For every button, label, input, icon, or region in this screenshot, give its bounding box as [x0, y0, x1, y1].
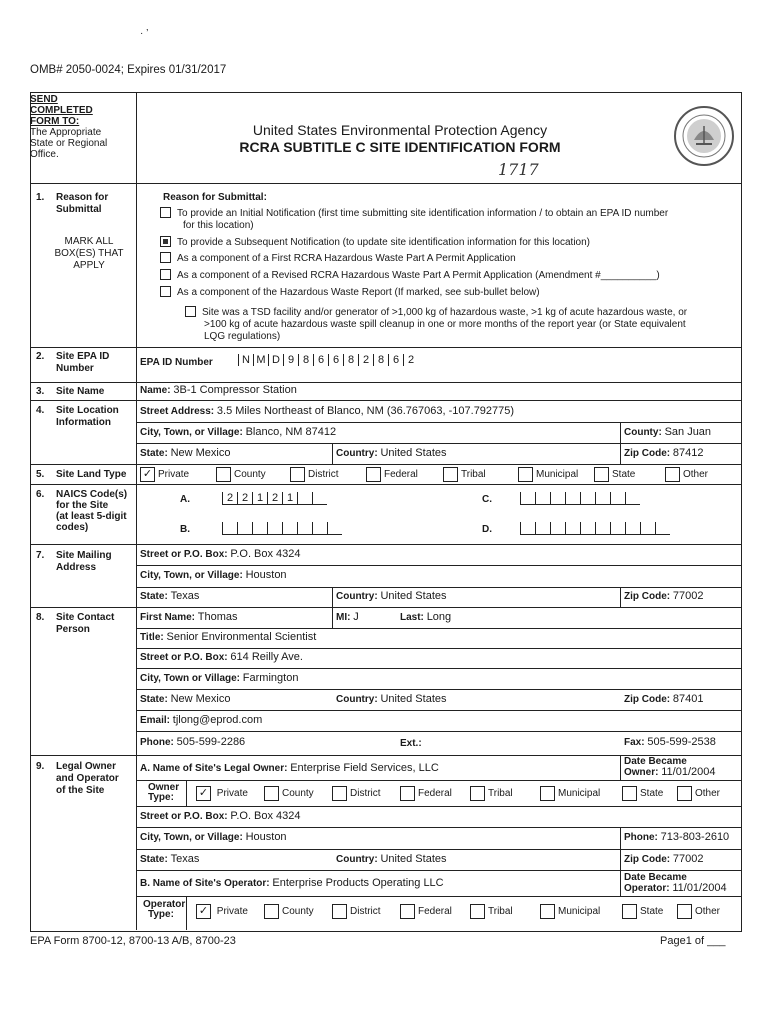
owner-zip-field[interactable]: Zip Code: 77002: [624, 853, 704, 865]
checkbox[interactable]: [540, 786, 555, 801]
naics-box: [267, 522, 282, 534]
naics-d-boxes[interactable]: [520, 522, 670, 535]
omb-number: OMB# 2050-0024; Expires 01/31/2017: [30, 64, 227, 76]
checkbox[interactable]: [518, 467, 533, 482]
epa-id-digit: 2: [358, 354, 373, 366]
owner-state-field[interactable]: State: Texas: [140, 853, 200, 865]
epa-id-digit: N: [238, 354, 253, 366]
label-line: NAICS Code(s): [56, 489, 128, 500]
contact-title-field[interactable]: Title: Senior Environmental Scientist: [140, 631, 317, 643]
naics-box: [282, 522, 297, 534]
row-rule: [137, 849, 741, 850]
naics-digit: 2: [237, 492, 252, 504]
contact-phone-field[interactable]: Phone: 505-599-2286: [140, 736, 246, 748]
section-number: 4.: [36, 405, 45, 416]
cell-divider: [332, 587, 333, 607]
operator-type-option[interactable]: Federal: [400, 904, 452, 919]
label-line: of the Site: [56, 785, 105, 796]
row-rule: [30, 544, 741, 545]
owner-name-field[interactable]: A. Name of Site's Legal Owner: Enterprise Field Services, LLC: [140, 762, 439, 774]
row-rule: [30, 607, 741, 608]
label-line: Submittal: [56, 204, 102, 215]
cell-divider: [186, 780, 187, 806]
label-line: Information: [56, 417, 111, 428]
scan-marks: · ’: [140, 28, 149, 39]
checkbox[interactable]: [160, 252, 171, 263]
option-text: As a component of a Revised RCRA Hazardous Waste Part A Permit Application (Amendment #__________): [177, 270, 660, 282]
naics-c-label: C.: [482, 494, 492, 505]
section-number: 5.: [36, 469, 45, 480]
owner-city-field[interactable]: City, Town, or Village: Houston: [140, 831, 287, 843]
cell-divider: [620, 755, 621, 780]
option-text: >100 kg of acute hazardous waste spill cleanup in one or more months of the report year (or State equivalent: [204, 319, 686, 331]
label-line: codes): [56, 522, 89, 533]
checkbox[interactable]: [400, 786, 415, 801]
naics-b-label: B.: [180, 524, 190, 535]
label-line: (at least 5-digit: [56, 511, 127, 522]
naics-digit: 1: [282, 492, 297, 504]
row-rule: [137, 806, 741, 807]
mailing-city-field[interactable]: City, Town, or Village: Houston: [140, 569, 287, 581]
checkbox[interactable]: [216, 467, 231, 482]
form-title: RCRA SUBTITLE C SITE IDENTIFICATION FORM: [239, 139, 561, 155]
label-line: Reason for: [56, 192, 109, 203]
section-label: [56, 761, 119, 797]
reason-heading: Reason for Submittal:: [163, 192, 267, 203]
contact-first-name-field[interactable]: First Name: Thomas: [140, 611, 238, 623]
land-type-option[interactable]: County: [216, 467, 266, 482]
option-text: As a component of the Hazardous Waste Report (If marked, see sub-bullet below): [177, 287, 540, 299]
checkbox[interactable]: [594, 467, 609, 482]
send-body-line: State or Regional: [30, 138, 108, 149]
option-text: To provide an Initial Notification (first time submitting site identification information / to obtain an EPA ID number: [177, 208, 669, 220]
land-type-option[interactable]: State: [594, 467, 635, 482]
epa-id-digit: 6: [328, 354, 343, 366]
naics-box: [535, 492, 550, 504]
checkbox[interactable]: [665, 467, 680, 482]
row-rule: [137, 827, 741, 828]
row-rule: [137, 565, 741, 566]
row-rule: [137, 422, 741, 423]
contact-country-field[interactable]: Country: United States: [336, 693, 447, 705]
naics-box: [565, 492, 580, 504]
row-rule: [137, 689, 741, 690]
epa-id-digit: 8: [298, 354, 313, 366]
label-line: Person: [56, 624, 90, 635]
section-number: 2.: [36, 351, 45, 362]
owner-phone-field[interactable]: Phone: 713-803-2610: [624, 831, 730, 843]
naics-digit: 2: [267, 492, 282, 504]
county-field[interactable]: County: San Juan: [624, 426, 712, 438]
owner-type-option[interactable]: ✓ Private: [196, 786, 248, 801]
epa-id-digit: 8: [343, 354, 358, 366]
checkbox-checked[interactable]: ✓: [196, 904, 211, 919]
column-divider: [136, 92, 137, 930]
checkbox[interactable]: [622, 904, 637, 919]
contact-zip-field[interactable]: Zip Code: 87401: [624, 693, 704, 705]
checkbox[interactable]: [290, 467, 305, 482]
row-rule: [137, 870, 741, 871]
page-number: Page1 of ___: [660, 935, 726, 947]
contact-city-field[interactable]: City, Town or Village: Farmington: [140, 672, 299, 684]
note-line: BOX(ES) THAT: [54, 248, 124, 259]
checkbox[interactable]: [677, 904, 692, 919]
cell-divider: [186, 896, 187, 930]
operator-name-field[interactable]: B. Name of Site's Operator: Enterprise Products Operating LLC: [140, 877, 444, 889]
checkbox[interactable]: [332, 904, 347, 919]
naics-box: [610, 522, 625, 534]
land-type-option[interactable]: Other: [665, 467, 708, 482]
section-number: 1.: [36, 192, 45, 203]
checkbox[interactable]: [264, 904, 279, 919]
option-text: To provide a Subsequent Notification (to update site identification information for this location): [177, 237, 591, 249]
naics-box: [655, 522, 670, 534]
naics-box: [550, 492, 565, 504]
owner-type-option[interactable]: Federal: [400, 786, 452, 801]
naics-b-boxes[interactable]: [222, 522, 342, 535]
cell-divider: [620, 587, 621, 607]
row-rule: [30, 464, 741, 465]
send-title-line: SEND: [30, 94, 58, 105]
epa-id-label: EPA ID Number: [140, 357, 213, 368]
checkbox-checked[interactable]: ✓: [140, 467, 155, 482]
checkbox[interactable]: [470, 904, 485, 919]
street-address-field[interactable]: Street Address: 3.5 Miles Northeast of Blanco, NM (36.767063, -107.792775): [140, 405, 515, 417]
mailing-street-field[interactable]: Street or P.O. Box: P.O. Box 4324: [140, 548, 301, 560]
owner-type-option[interactable]: Municipal: [540, 786, 600, 801]
owner-street-field[interactable]: Street or P.O. Box: P.O. Box 4324: [140, 810, 301, 822]
naics-box: [550, 522, 565, 534]
section-number: 8.: [36, 612, 45, 623]
reason-option[interactable]: [160, 270, 660, 282]
naics-box: [640, 522, 655, 534]
row-rule: [30, 183, 741, 184]
land-type-option[interactable]: ✓ Private: [140, 467, 189, 482]
cell-divider: [332, 607, 333, 628]
naics-box: [252, 522, 267, 534]
operator-type-option[interactable]: Other: [677, 904, 720, 919]
epa-id-digit: 9: [283, 354, 298, 366]
contact-state-field[interactable]: State: New Mexico: [140, 693, 231, 705]
label-line: for the Site: [56, 500, 109, 511]
naics-c-boxes[interactable]: [520, 492, 640, 505]
naics-box: [595, 492, 610, 504]
owner-type-option[interactable]: District: [332, 786, 381, 801]
row-rule: [30, 382, 741, 383]
label-line: Address: [56, 562, 97, 573]
send-to-block: [30, 94, 136, 160]
note-line: MARK ALL: [64, 236, 114, 247]
option-text: LQG regulations): [204, 331, 281, 343]
label-line: Number: [56, 363, 94, 374]
row-rule: [137, 628, 741, 629]
checkbox[interactable]: [332, 786, 347, 801]
note-line: APPLY: [73, 260, 105, 271]
contact-ext-field[interactable]: Ext.:: [400, 738, 422, 749]
naics-a-boxes[interactable]: [222, 492, 327, 505]
epa-id-digit: D: [268, 354, 283, 366]
row-rule: [137, 710, 741, 711]
epa-id-digit: 6: [313, 354, 328, 366]
send-title-line: FORM TO:: [30, 116, 80, 127]
cell-divider: [332, 443, 333, 464]
owner-type-option[interactable]: Other: [677, 786, 720, 801]
naics-box: [312, 522, 327, 534]
naics-digit: 1: [252, 492, 267, 504]
checkbox[interactable]: [677, 786, 692, 801]
naics-box: [580, 522, 595, 534]
owner-type-label: Owner Type:: [148, 782, 180, 803]
operator-type-option[interactable]: Municipal: [540, 904, 600, 919]
cell-divider: [620, 422, 621, 464]
operator-type-label: Operator Type:: [143, 899, 186, 920]
naics-box: [565, 522, 580, 534]
option-text: As a component of a First RCRA Hazardous Waste Part A Permit Application: [177, 253, 516, 265]
form-number: EPA Form 8700-12, 8700-13 A/B, 8700-23: [30, 935, 236, 947]
checkbox[interactable]: [264, 786, 279, 801]
label-line: Legal Owner: [56, 761, 117, 772]
section-number: 7.: [36, 550, 45, 561]
section-label: [56, 612, 114, 636]
land-type-option[interactable]: Municipal: [518, 467, 578, 482]
naics-box: [595, 522, 610, 534]
row-rule: [30, 347, 741, 348]
operator-type-option[interactable]: State: [622, 904, 663, 919]
label-line: Site Mailing: [56, 550, 112, 561]
operator-type-option[interactable]: District: [332, 904, 381, 919]
label-line: Site Contact: [56, 612, 115, 623]
checkbox[interactable]: [540, 904, 555, 919]
naics-box: [297, 522, 312, 534]
option-text: Site was a TSD facility and/or generator of >1,000 kg of hazardous waste, >1 kg of acute hazardous waste, or: [202, 307, 688, 319]
owner-type-option[interactable]: County: [264, 786, 314, 801]
owner-date-field[interactable]: Date Became Owner: 11/01/2004: [624, 756, 716, 778]
reason-option[interactable]: [160, 237, 590, 249]
label-line: Site EPA ID: [56, 351, 110, 362]
epa-id-boxes[interactable]: [238, 354, 433, 366]
row-rule: [137, 443, 741, 444]
country-field[interactable]: Country: United States: [336, 447, 447, 459]
row-rule: [137, 731, 741, 732]
naics-box: [580, 492, 595, 504]
naics-digit: [297, 492, 312, 504]
send-body-line: The Appropriate: [30, 127, 102, 138]
contact-mi-field[interactable]: MI: J: [336, 611, 359, 623]
mailing-country-field[interactable]: Country: United States: [336, 590, 447, 602]
section-label: Site Land Type: [56, 469, 127, 480]
section-label: [56, 351, 109, 375]
checkbox-checked[interactable]: [160, 236, 171, 247]
row-rule: [137, 648, 741, 649]
naics-a-label: A.: [180, 494, 190, 505]
section-label: [56, 405, 119, 429]
mailing-zip-field[interactable]: Zip Code: 77002: [624, 590, 704, 602]
label-line: Site Location: [56, 405, 119, 416]
owner-type-option[interactable]: Tribal: [470, 786, 513, 801]
reason-option[interactable]: [160, 208, 668, 232]
cell-divider: [620, 870, 621, 896]
reason-sub-option[interactable]: [185, 307, 687, 343]
checkbox-checked[interactable]: ✓: [196, 786, 211, 801]
naics-box: [535, 522, 550, 534]
naics-box: [237, 522, 252, 534]
row-rule: [137, 587, 741, 588]
naics-box: [327, 522, 342, 534]
operator-type-option[interactable]: ✓ Private: [196, 904, 248, 919]
owner-country-field[interactable]: Country: United States: [336, 853, 447, 865]
section-label: [56, 550, 112, 574]
operator-type-option[interactable]: County: [264, 904, 314, 919]
epa-id-digit: 8: [373, 354, 388, 366]
contact-street-field[interactable]: Street or P.O. Box: 614 Reilly Ave.: [140, 651, 303, 663]
land-type-option[interactable]: District: [290, 467, 339, 482]
row-rule: [137, 780, 741, 781]
contact-email-field[interactable]: Email: tjlong@eprod.com: [140, 714, 263, 726]
site-name-field[interactable]: Name: 3B-1 Compressor Station: [140, 384, 297, 396]
contact-fax-field[interactable]: Fax: 505-599-2538: [624, 736, 716, 748]
naics-d-label: D.: [482, 524, 492, 535]
naics-box: [520, 492, 535, 504]
row-rule: [137, 896, 741, 897]
checkbox[interactable]: [470, 786, 485, 801]
operator-date-field[interactable]: Date Became Operator: 11/01/2004: [624, 872, 727, 894]
state-field[interactable]: State: New Mexico: [140, 447, 231, 459]
city-field[interactable]: City, Town, or Village: Blanco, NM 87412: [140, 426, 337, 438]
owner-type-option[interactable]: State: [622, 786, 663, 801]
send-body-line: Office.: [30, 149, 59, 160]
checkbox[interactable]: [160, 207, 171, 218]
handwritten-note: 1717: [498, 160, 539, 179]
label-line: and Operator: [56, 773, 119, 784]
naics-digit-end: [312, 492, 327, 504]
checkbox[interactable]: [366, 467, 381, 482]
epa-id-digit: 2: [403, 354, 418, 366]
option-text: for this location): [183, 220, 254, 232]
naics-box: [625, 492, 640, 504]
naics-digit: 2: [222, 492, 237, 504]
section-label: [56, 489, 127, 533]
land-type-option[interactable]: Federal: [366, 467, 418, 482]
mark-all-note: [52, 236, 126, 272]
row-rule: [30, 400, 741, 401]
naics-box: [610, 492, 625, 504]
naics-box: [625, 522, 640, 534]
naics-box: [222, 522, 237, 534]
checkbox[interactable]: [160, 269, 171, 280]
send-title-line: COMPLETED: [30, 105, 93, 116]
contact-last-name-field[interactable]: Last: Long: [400, 611, 452, 623]
epa-id-digit: 6: [388, 354, 403, 366]
naics-box: [520, 522, 535, 534]
row-rule: [137, 668, 741, 669]
operator-type-option[interactable]: Tribal: [470, 904, 513, 919]
section-number: 9.: [36, 761, 45, 772]
checkbox[interactable]: [400, 904, 415, 919]
checkbox[interactable]: [622, 786, 637, 801]
checkbox[interactable]: [160, 286, 171, 297]
section-label: Site Name: [56, 386, 105, 397]
epa-seal-icon: [672, 104, 736, 168]
land-type-option[interactable]: Tribal: [443, 467, 486, 482]
mailing-state-field[interactable]: State: Texas: [140, 590, 200, 602]
reason-option[interactable]: [160, 253, 516, 265]
section-number: 6.: [36, 489, 45, 500]
epa-id-digit: M: [253, 354, 268, 366]
reason-option[interactable]: [160, 287, 540, 299]
checkbox[interactable]: [443, 467, 458, 482]
checkbox[interactable]: [185, 306, 196, 317]
section-number: 3.: [36, 386, 45, 397]
agency-name: United States Environmental Protection Agency: [252, 122, 548, 138]
section-label: [56, 192, 108, 216]
zip-field[interactable]: Zip Code: 87412: [624, 447, 704, 459]
cell-divider: [620, 827, 621, 870]
row-rule: [30, 484, 741, 485]
